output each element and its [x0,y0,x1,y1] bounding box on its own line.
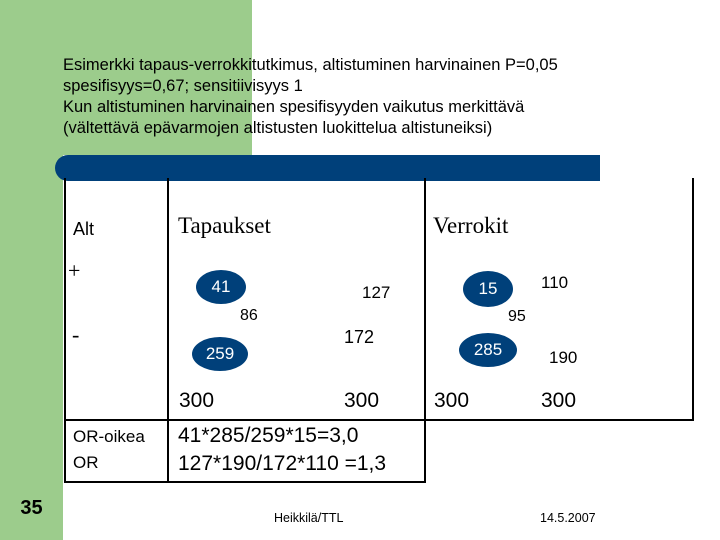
controls-plus-observed-oval [463,271,513,307]
cases-minus-observed-value: 259 [205,344,235,363]
table-border-bottom [64,481,426,483]
footer-author: Heikkilä/TTL [274,511,344,525]
title-line-1: Esimerkki tapaus-verrokkitutkimus, altistuminen harvinainen P=0,05 [63,56,558,74]
total-cases-true: 300 [344,389,380,412]
title-divider-bar [55,155,600,181]
row-label-plus: + [68,258,81,283]
header-controls: Verrokit [433,213,509,238]
row-label-minus: - [72,322,80,347]
controls-plus-observed-value: 15 [478,279,498,298]
controls-minus-true-value: 190 [549,348,578,367]
or-formula-true: 127*190/172*110 =1,3 [178,452,387,475]
footer-date: 14.5.2007 [540,511,596,525]
green-side-band [0,0,63,540]
or-formula-observed: 41*285/259*15=3,0 [178,424,359,447]
total-controls-observed: 300 [434,389,470,412]
cases-minus-observed-oval [192,337,248,371]
cases-minus-true-value: 172 [344,327,375,347]
slide-title [63,55,713,139]
controls-shift-value: 95 [508,308,526,325]
page-number: 35 [20,497,43,519]
cases-shift-value: 86 [240,307,258,324]
table-border-bottom-right [64,419,694,421]
total-cases-observed: 300 [179,389,215,412]
or-label-true: OR-oikea [73,427,145,446]
title-line-2: spesifisyys=0,67; sensitiivisyys 1 [63,77,303,95]
header-cases: Tapaukset [178,213,271,238]
cases-plus-true-value: 127 [362,283,391,302]
cases-plus-observed-value: 41 [211,277,231,296]
controls-plus-true-value: 110 [541,273,569,292]
total-controls-true: 300 [541,389,577,412]
or-label: OR [73,453,99,472]
controls-minus-observed-oval [459,333,517,367]
title-line-3: Kun altistuminen harvinainen spesifisyyden vaikutus merkittävä [63,98,525,116]
table-border-left [64,178,66,483]
header-alt: Alt [73,219,95,239]
table-border-col2 [424,178,426,483]
table-border-col1 [167,178,169,483]
controls-minus-observed-value: 285 [473,340,503,359]
title-line-4: (vältettävä epävarmojen altistusten luokittelua altistuneiksi) [63,119,493,137]
table-border-right [692,178,694,421]
cases-plus-observed-oval [196,270,246,304]
